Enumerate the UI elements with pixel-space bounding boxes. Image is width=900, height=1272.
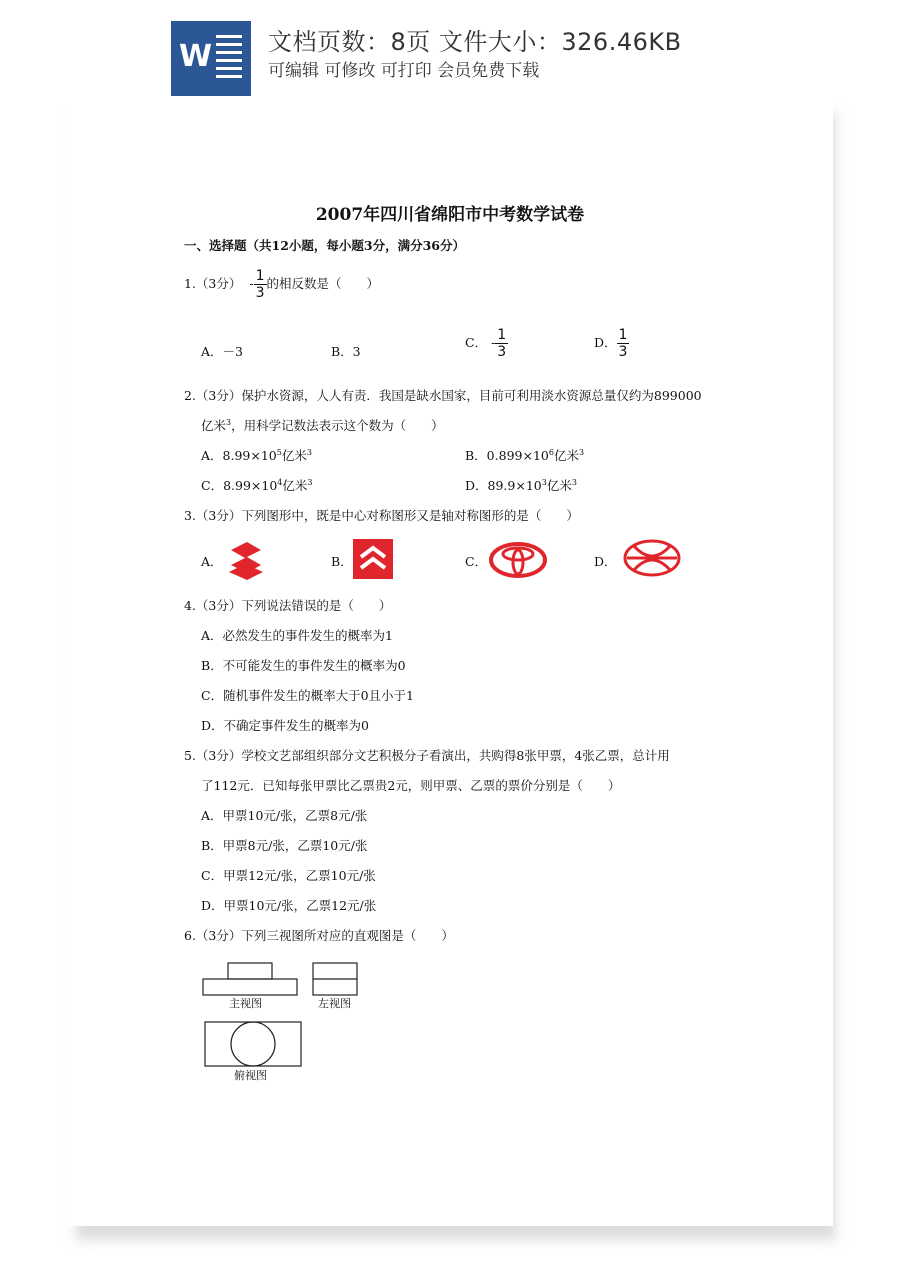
question-1-option-a: A．－3: [201, 344, 243, 359]
question-1-option-d: [594, 327, 629, 360]
q2-unit-exp: 3: [226, 417, 232, 427]
fraction-denominator: 3: [255, 285, 265, 301]
page-title: 2007年四川省绵阳市中考数学试卷: [315, 205, 585, 225]
section-heading: 一、选择题（共12小题，每小题3分，满分36分）: [184, 238, 465, 253]
option-c-sign: -: [491, 335, 496, 350]
question-2-option-c: [201, 476, 312, 494]
question-3-option-d: D．: [594, 554, 617, 569]
word-document-icon: [171, 21, 251, 96]
question-5-option-d: D．甲票10元/张，乙票12元/张: [201, 898, 377, 913]
question-1-prefix: 1.（3分）: [184, 276, 242, 291]
top-view-label: 俯视图: [234, 1069, 267, 1082]
option-c-label: C．: [465, 335, 488, 350]
question-3-option-a: A．: [201, 554, 223, 569]
fraction-numerator: 1: [497, 327, 507, 343]
document-page: [67, 96, 833, 1226]
download-features: 可编辑 可修改 可打印 会员免费下载: [268, 61, 540, 81]
question-2-option-d: [465, 476, 577, 494]
hino-logo-icon: [622, 538, 682, 578]
fraction-numerator: 1: [618, 327, 628, 343]
q2c-base: C．8.99×10: [201, 478, 278, 493]
left-view-diagram: [312, 962, 358, 998]
q2-unit: 亿米: [201, 418, 227, 433]
q2a-unit-exp: 3: [306, 447, 312, 457]
q2b-exp: 6: [548, 447, 554, 457]
q2d-unit-exp: 3: [571, 477, 577, 487]
q2a-unit: 亿米: [281, 448, 307, 463]
question-1: [184, 268, 379, 301]
document-info: 文档页数：8页 文件大小：326.46KB: [268, 28, 682, 56]
fraction-numerator: 1: [255, 268, 265, 284]
q2b-base: B．0.899×10: [465, 448, 549, 463]
question-5-option-b: B．甲票8元/张，乙票10元/张: [201, 838, 368, 853]
question-2-option-b: [465, 446, 584, 464]
q2d-base: D．89.9×10: [465, 478, 542, 493]
question-2-line-1: 2.（3分）保护水资源，人人有责．我国是缺水国家，目前可利用淡水资源总量仅约为899000: [184, 388, 702, 403]
question-1-option-b: B．3: [331, 344, 361, 359]
question-1-suffix: 的相反数是（ ）: [266, 276, 380, 291]
question-4: 4.（3分）下列说法错误的是（ ）: [184, 598, 392, 613]
question-3-option-b: B．: [331, 554, 353, 569]
question-4-option-b: B．不可能发生的事件发生的概率为0: [201, 658, 406, 673]
suzuki-logo-icon: [225, 541, 267, 581]
option-c-fraction: [495, 327, 508, 360]
q2a-base: A．8.99×10: [201, 448, 277, 463]
question-5-option-c: C．甲票12元/张，乙票10元/张: [201, 868, 376, 883]
left-view-label: 左视图: [318, 997, 351, 1010]
q2c-exp: 4: [277, 477, 283, 487]
front-view-diagram: [202, 962, 298, 998]
q2d-unit: 亿米: [546, 478, 572, 493]
question-1-fraction: [254, 268, 267, 301]
option-d-label: D．: [594, 335, 617, 350]
question-2-line-2: [201, 416, 444, 434]
toyota-logo-icon: [488, 542, 548, 578]
fraction-denominator: 3: [618, 344, 628, 360]
question-4-option-c: C．随机事件发生的概率大于0且小于1: [201, 688, 414, 703]
q2b-unit: 亿米: [553, 448, 579, 463]
download-header: [0, 0, 900, 96]
question-5-line-1: 5.（3分）学校文艺部组织部分文艺积极分子看演出，共购得8张甲票，4张乙票，总计用: [184, 748, 670, 763]
question-6: 6.（3分）下列三视图所对应的直观图是（ ）: [184, 928, 454, 943]
top-view-diagram: [204, 1021, 302, 1067]
question-5-line-2: 了112元．已知每张甲票比乙票贵2元，则甲票、乙票的票价分别是（ ）: [201, 778, 621, 793]
question-5-option-a: A．甲票10元/张，乙票8元/张: [201, 808, 368, 823]
question-4-option-d: D．不确定事件发生的概率为0: [201, 718, 369, 733]
fraction-denominator: 3: [497, 344, 507, 360]
question-2-option-a: [201, 446, 312, 464]
q2c-unit: 亿米: [282, 478, 308, 493]
q2d-exp: 3: [541, 477, 547, 487]
q2c-unit-exp: 3: [307, 477, 313, 487]
question-1-option-c: [465, 327, 508, 360]
question-3: 3.（3分）下列图形中，既是中心对称图形又是轴对称图形的是（ ）: [184, 508, 579, 523]
question-1-sign: -: [249, 276, 254, 291]
q2b-unit-exp: 3: [578, 447, 585, 457]
front-view-label: 主视图: [229, 997, 262, 1010]
q2-question: ，用科学记数法表示这个数为（ ）: [231, 418, 444, 433]
question-4-option-a: A．必然发生的事件发生的概率为1: [201, 628, 393, 643]
option-d-fraction: [617, 327, 630, 360]
citroen-logo-icon: [353, 539, 393, 579]
question-3-option-c: C．: [465, 554, 488, 569]
word-logo-letter: W: [179, 39, 213, 74]
q2a-exp: 5: [276, 447, 282, 457]
